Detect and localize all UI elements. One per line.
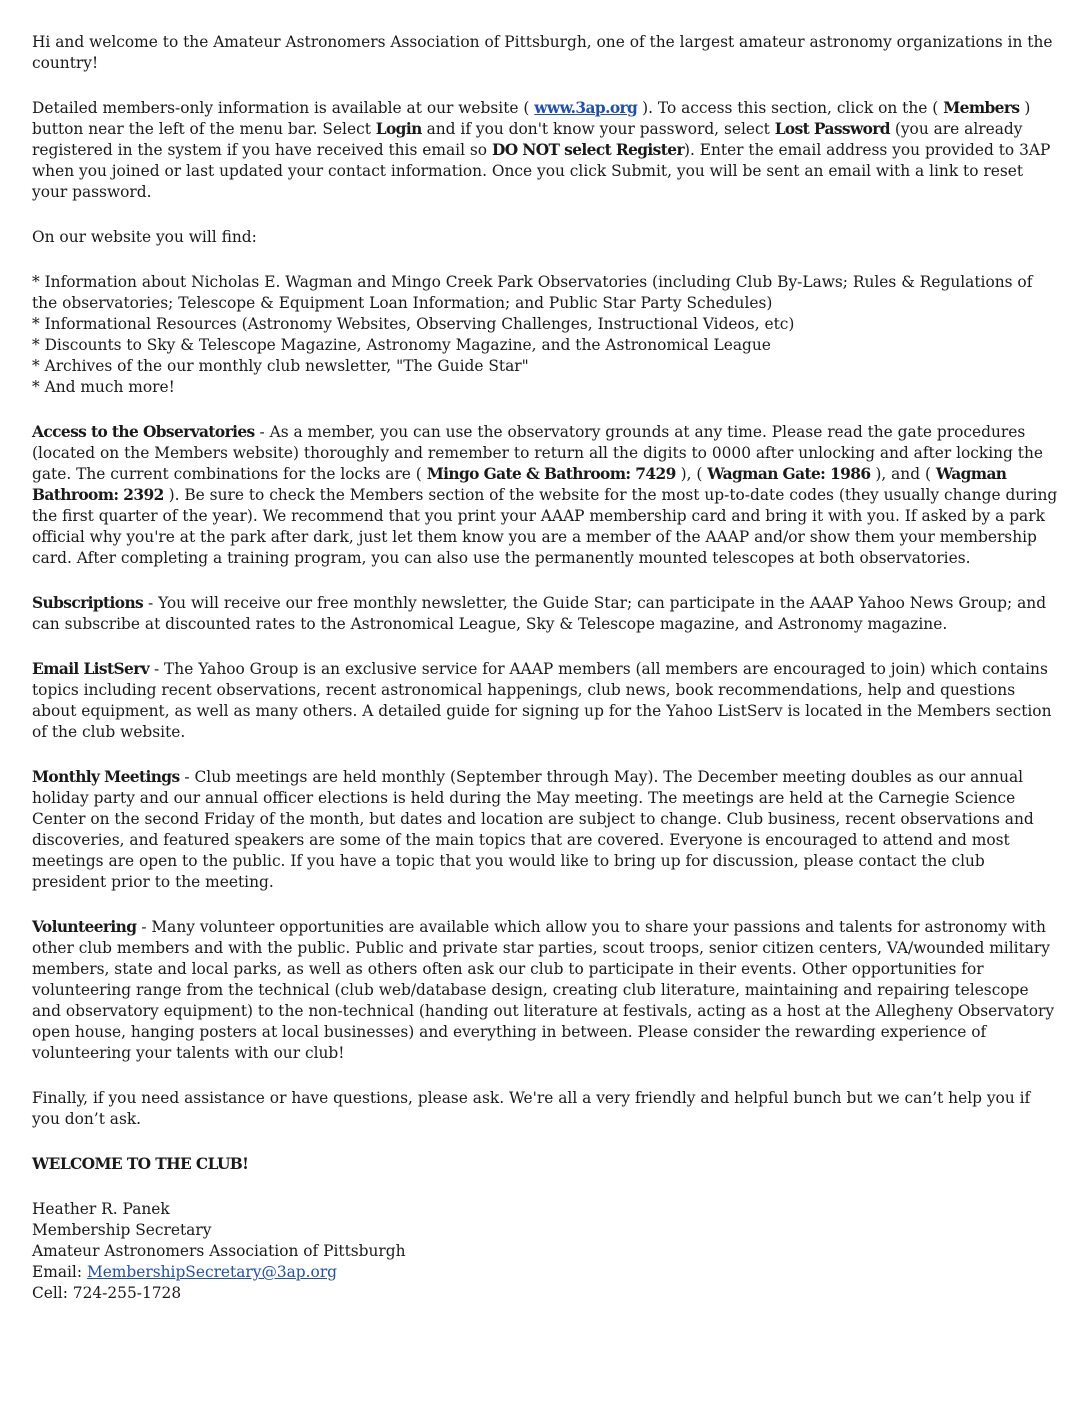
subscriptions-text: - You will receive our free monthly newsletter, the Guide Star; can participate in the AAAP Yahoo News Group; and can subscribe at discounted rates to the Astronomical League, Sky & Telescope magazine, and Astronomy magazine. xyxy=(32,594,1047,633)
observatories-text-2: ), ( xyxy=(675,465,708,483)
members-info-text-1: Detailed members-only information is available at our website ( xyxy=(32,99,535,117)
welcome-heading: WELCOME TO THE CLUB! xyxy=(32,1155,249,1173)
listserv-heading: Email ListServ xyxy=(32,660,150,678)
wagman-gate-code: Wagman Gate: 1986 xyxy=(707,465,871,483)
observatories-text-1: - As a member, you can use the observatory grounds at any time. Please read the gate procedures (located on the Members website) thoroughly and remember to return all the digits to 0000 after unlocking and after locking the gate. The current combinations for the locks are ( xyxy=(32,423,1044,483)
members-info-text-3: ) button near the left of the menu bar. Select xyxy=(32,99,1031,138)
listserv-paragraph xyxy=(32,659,1058,743)
do-not-register-warning: DO NOT select Register xyxy=(491,141,684,159)
signature-block xyxy=(32,1199,1058,1304)
signature-cell: Cell: 724-255-1728 xyxy=(32,1284,182,1302)
website-list-heading: On our website you will find: xyxy=(32,228,257,246)
subscriptions-paragraph xyxy=(32,593,1058,635)
lost-password-label: Lost Password xyxy=(774,120,890,138)
volunteering-text: - Many volunteer opportunities are available which allow you to share your passions and talents for astronomy with other club members and with the public. Public and private star parties, scout troops, senior citizen centers, VA/wounded military members, state and local parks, as well as others often ask our club to participate in their events. Other opportunities for volunteering range from the technical (club web/database design, creating club literature, maintaining and repairing telescope and observatory equipment) to the non-technical (handing out literature at festivals, acting as a host at the Allegheny Observatory open house, hanging posters at local businesses) and everything in between. Please consider the rewarding experience of volunteering your talents with our club! xyxy=(32,918,1055,1062)
login-label: Login xyxy=(375,120,422,138)
subscriptions-heading: Subscriptions xyxy=(32,594,144,612)
signature-org: Amateur Astronomers Association of Pittsburgh xyxy=(32,1242,406,1260)
meetings-text: - Club meetings are held monthly (September through May). The December meeting doubles as our annual holiday party and our annual officer elections is held during the May meeting. The meetings are held at the Carnegie Science Center on the second Friday of the month, but dates and location are subject to change. Club business, recent observations and discoveries, and featured speakers are some of the main topics that are covered. Everyone is encouraged to attend and most meetings are open to the public. If you have a topic that you would like to bring up for discussion, please contact the club president prior to the meeting. xyxy=(32,768,1034,891)
list-item: * Informational Resources (Astronomy Websites, Observing Challenges, Instructional Videos, etc) xyxy=(32,315,795,333)
wagman-bathroom-code: Wagman Bathroom: 2392 xyxy=(32,465,1007,504)
listserv-text: - The Yahoo Group is an exclusive service for AAAP members (all members are encouraged to join) which contains topics including recent observations, recent astronomical happenings, club news, book recommendations, help and questions about equipment, as well as many others. A detailed guide for signing up for the Yahoo ListServ is located in the Members section of the club website. xyxy=(32,660,1052,741)
signature-email-line xyxy=(32,1262,1058,1283)
volunteering-paragraph xyxy=(32,917,1058,1064)
observatories-paragraph xyxy=(32,422,1058,569)
members-info-text-6: ). Enter the email address you provided to 3AP when you joined or last updated your contact information. Once you click Submit, you will be sent an email with a link to reset your password. xyxy=(32,141,1051,201)
signature-title: Membership Secretary xyxy=(32,1221,212,1239)
volunteering-heading: Volunteering xyxy=(32,918,137,936)
closing-paragraph: Finally, if you need assistance or have questions, please ask. We're all a very friendly and helpful bunch but we can’t help you if you don’t ask. xyxy=(32,1089,1031,1128)
list-item: * And much more! xyxy=(32,378,175,396)
website-feature-list xyxy=(32,272,1058,398)
list-item: * Discounts to Sky & Telescope Magazine, Astronomy Magazine, and the Astronomical League xyxy=(32,336,771,354)
members-info-text-4: and if you don't know your password, select xyxy=(421,120,775,138)
meetings-paragraph xyxy=(32,767,1058,893)
mingo-gate-code: Mingo Gate & Bathroom: 7429 xyxy=(426,465,676,483)
members-info-text-2: ). To access this section, click on the ( xyxy=(637,99,944,117)
intro-paragraph: Hi and welcome to the Amateur Astronomers Association of Pittsburgh, one of the largest amateur astronomy organizations in the country! xyxy=(32,33,1053,72)
members-info-paragraph xyxy=(32,98,1058,203)
signature-name: Heather R. Panek xyxy=(32,1200,170,1218)
email-label: Email: xyxy=(32,1263,87,1281)
observatories-text-4: ). Be sure to check the Members section of the website for the most up-to-date codes (they usually change during the first quarter of the year). We recommend that you print your AAAP membership card and bring it with you. If asked by a park official why you're at the park after dark, just let them know you are a member of the AAAP and/or show them your membership card. After completing a training program, you can also use the permanently mounted telescopes at both observatories. xyxy=(32,486,1058,567)
observatories-heading: Access to the Observatories xyxy=(32,423,255,441)
members-button-label: Members xyxy=(943,99,1020,117)
email-link[interactable]: MembershipSecretary@3ap.org xyxy=(86,1263,338,1281)
observatories-text-3: ), and ( xyxy=(870,465,936,483)
letter-body xyxy=(32,32,1058,1328)
list-item: * Information about Nicholas E. Wagman and Mingo Creek Park Observatories (including Club By-Laws; Rules & Regulations of the observatories; Telescope & Equipment Loan Information; and Public Star Party Schedules) xyxy=(32,273,1033,312)
list-item: * Archives of the our monthly club newsletter, "The Guide Star" xyxy=(32,357,529,375)
website-link[interactable]: www.3ap.org xyxy=(534,99,638,117)
meetings-heading: Monthly Meetings xyxy=(32,768,180,786)
members-info-text-5: (you are already registered in the system if you have received this email so xyxy=(32,120,1023,159)
